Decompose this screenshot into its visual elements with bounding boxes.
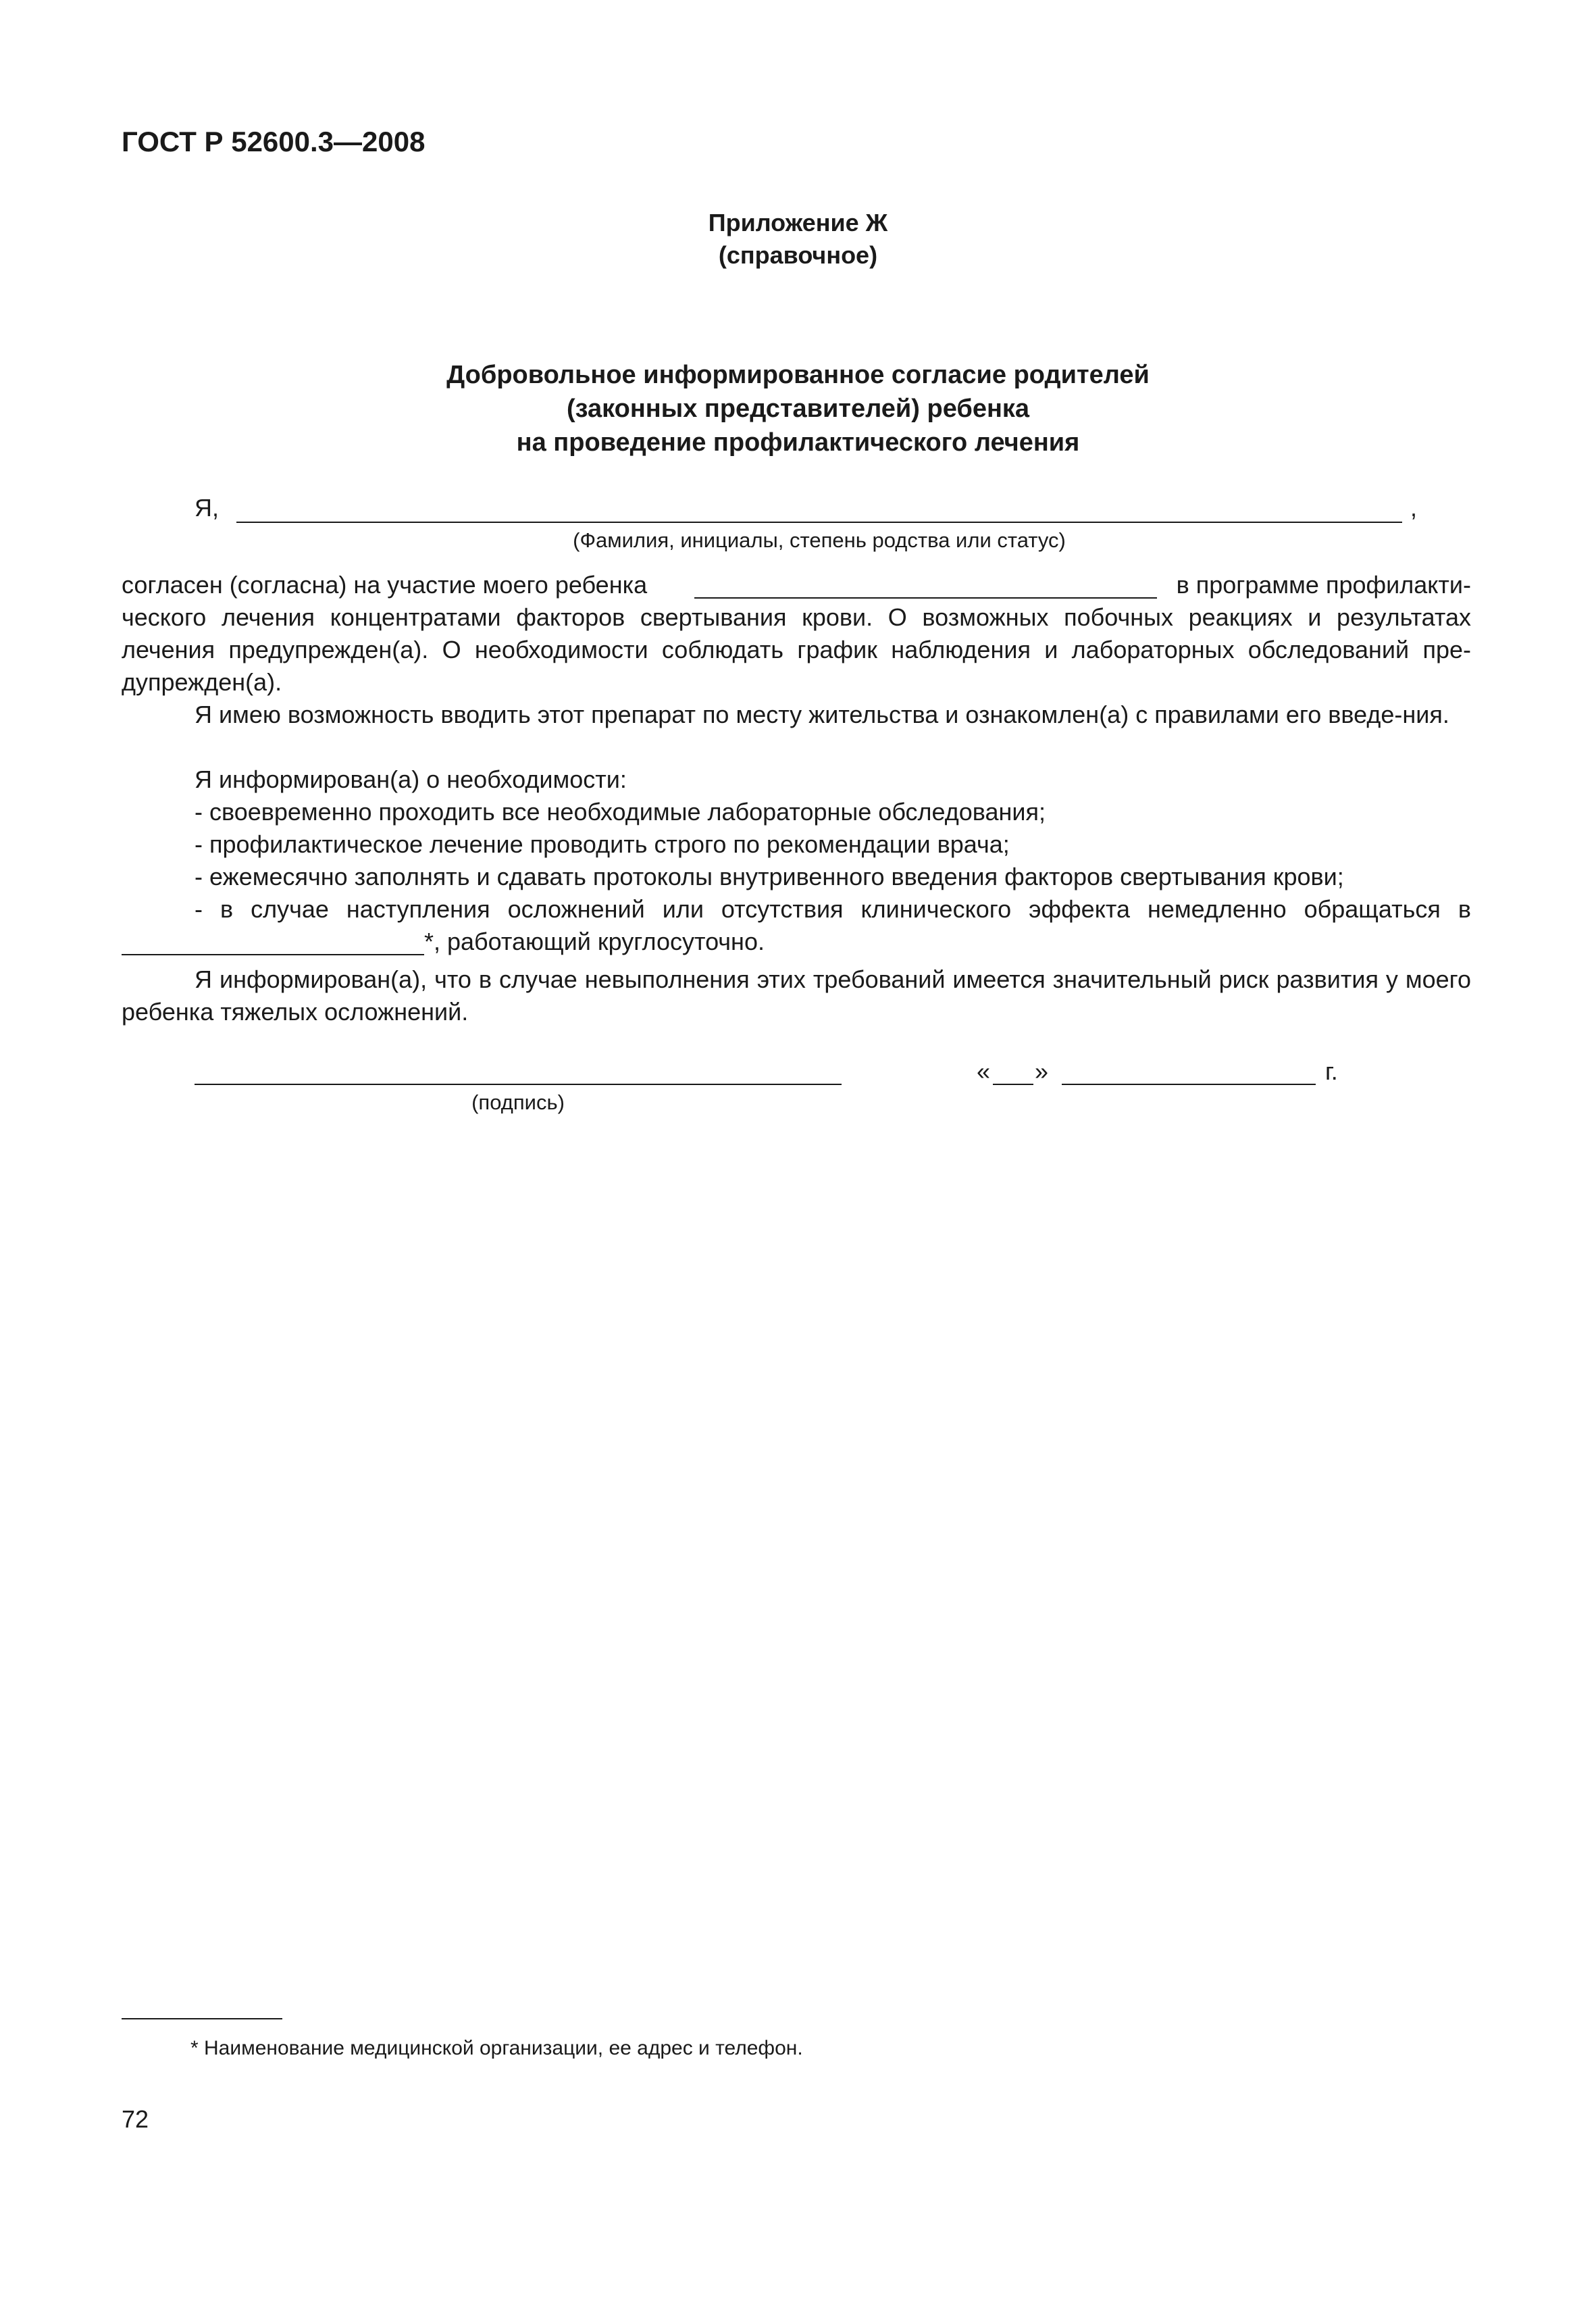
document-title bbox=[0, 358, 1596, 459]
possibility-paragraph: Я имею возможность вводить этот препарат по месту жительства и ознакомлен(а) с правилами его введе-ния. bbox=[195, 701, 1449, 728]
list-item: - профилактическое лечение проводить строго по рекомендации врача; bbox=[195, 830, 1010, 858]
i-suffix: , bbox=[1410, 494, 1418, 522]
i-prefix: Я, bbox=[195, 494, 219, 522]
footnote-separator bbox=[122, 2018, 282, 2019]
date-close-quote: » bbox=[1035, 1057, 1049, 1085]
list-item: - ежемесячно заполнять и сдавать протоколы внутривенного введения факторов свертывания крови; bbox=[195, 863, 1344, 890]
appendix-title: Приложение Ж bbox=[708, 209, 888, 236]
appendix-heading bbox=[0, 207, 1596, 272]
risk-paragraph: Я информирован(а), что в случае невыполнения этих требований имеется значительный риск развития у моего ребенка тяжелых осложнений. bbox=[122, 965, 1471, 1026]
organization-blank-line[interactable] bbox=[122, 954, 424, 955]
date-year-suffix: г. bbox=[1325, 1057, 1338, 1085]
name-blank-line[interactable] bbox=[236, 522, 1402, 523]
informed-intro: Я информирован(а) о необходимости: bbox=[195, 765, 627, 793]
document-title-line-1: Добровольное информированное согласие родителей bbox=[446, 361, 1150, 389]
standard-header: ГОСТ Р 52600.3—2008 bbox=[122, 126, 426, 157]
date-day-blank-line[interactable] bbox=[993, 1084, 1033, 1085]
name-caption: (Фамилия, инициалы, степень родства или статус) bbox=[573, 528, 1066, 552]
list-item: - своевременно проходить все необходимые лабораторные обследования; bbox=[195, 798, 1046, 826]
page-number: 72 bbox=[122, 2105, 149, 2133]
consent-paragraph-rest: ческого лечения концентратами факторов свертывания крови. О возможных побочных реакциях и результатах лечения предупрежден(а). О необходимости соблюдать график наблюдения и лабораторных обследований пре-дупрежден(а). bbox=[122, 603, 1471, 696]
child-name-blank-line[interactable] bbox=[694, 597, 1157, 599]
appendix-subtitle: (справочное) bbox=[718, 241, 878, 269]
consent-prefix: согласен (согласна) на участие моего ребенка bbox=[122, 571, 648, 599]
list-item-last: - в случае наступления осложнений или отсутствия клинического эффекта немедленно обращаться в bbox=[195, 895, 1471, 923]
document-title-line-3: на проведение профилактического лечения bbox=[516, 428, 1080, 457]
signature-caption: (подпись) bbox=[471, 1090, 565, 1114]
consent-suffix: в программе профилакти- bbox=[1176, 571, 1471, 599]
date-open-quote: « bbox=[977, 1057, 991, 1085]
organization-suffix: *, работающий круглосуточно. bbox=[424, 928, 765, 955]
signature-blank-line[interactable] bbox=[195, 1084, 842, 1085]
footnote: * Наименование медицинской организации, ее адрес и телефон. bbox=[190, 2037, 803, 2059]
document-title-line-2: (законных представителей) ребенка bbox=[566, 395, 1030, 423]
date-month-year-blank-line[interactable] bbox=[1062, 1084, 1316, 1085]
